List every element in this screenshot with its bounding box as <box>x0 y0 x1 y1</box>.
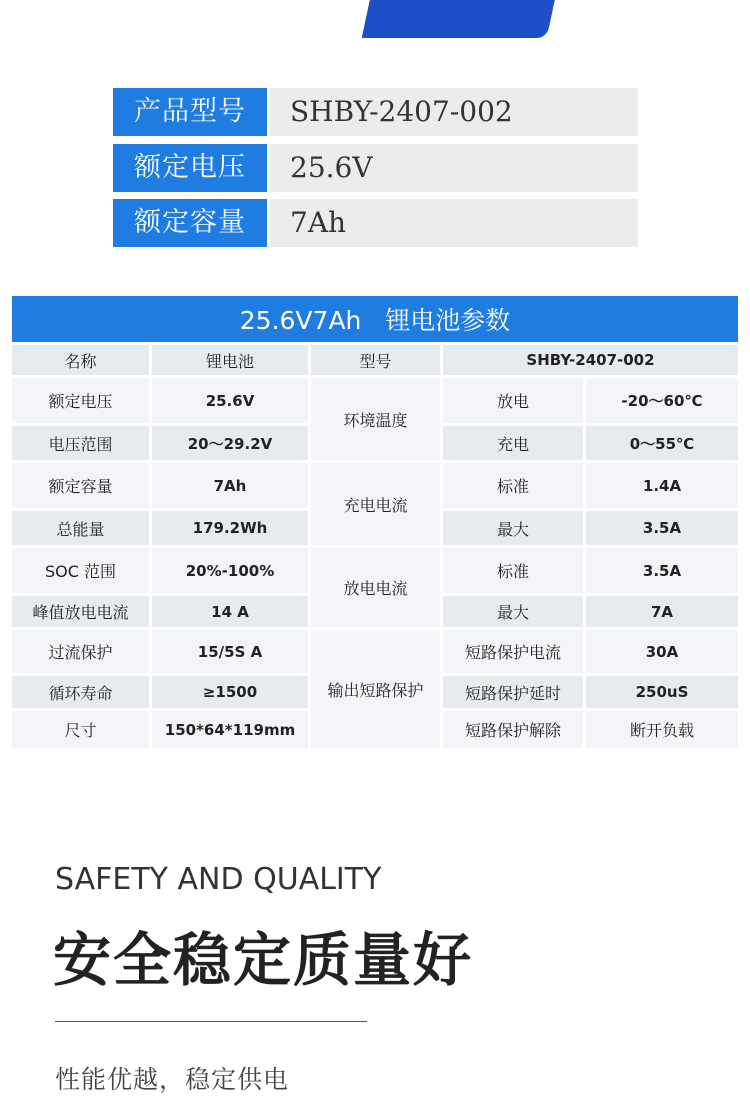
group-charge-current: 充电电流 <box>311 463 440 545</box>
row-name: 尺寸 <box>12 711 149 748</box>
parameter-table <box>12 296 738 748</box>
spec-label: 产品型号 <box>113 88 267 136</box>
spec-value: 25.6V <box>270 144 638 192</box>
row-value: ≥1500 <box>152 676 308 708</box>
spec-label: 额定容量 <box>113 199 267 247</box>
row-name: 额定容量 <box>12 463 149 508</box>
spec-value: SHBY-2407-002 <box>270 88 638 136</box>
sub-value: 30A <box>586 630 738 673</box>
sub-label: 标准 <box>443 548 583 593</box>
sub-value: -20～60℃ <box>586 378 738 423</box>
sub-value: 3.5A <box>586 511 738 545</box>
sub-label: 充电 <box>443 426 583 460</box>
decorative-blue-shape <box>362 0 564 38</box>
spec-row-capacity <box>113 199 638 247</box>
spec-row-model <box>113 88 638 136</box>
row-value: 150*64*119mm <box>152 711 308 748</box>
sub-value: 250uS <box>586 676 738 708</box>
group-env-temp: 环境温度 <box>311 378 440 460</box>
sub-value: 3.5A <box>586 548 738 593</box>
row-value: 7Ah <box>152 463 308 508</box>
sub-value: 0～55℃ <box>586 426 738 460</box>
spec-label: 额定电压 <box>113 144 267 192</box>
safety-subtitle: 性能优越，稳定供电 <box>55 1065 290 1094</box>
divider <box>55 1021 367 1022</box>
row-value: 14 A <box>152 596 308 627</box>
row-value: 25.6V <box>152 378 308 423</box>
row-value: 15/5S A <box>152 630 308 673</box>
row-name: 循环寿命 <box>12 676 149 708</box>
safety-heading-cn: 安全稳定质量好 <box>53 926 474 994</box>
header-name: 名称 <box>12 345 149 375</box>
table-title: 25.6V7Ah 锂电池参数 <box>12 296 738 342</box>
row-name: 总能量 <box>12 511 149 545</box>
safety-heading-en: SAFETY AND QUALITY <box>55 862 382 897</box>
sub-value: 7A <box>586 596 738 627</box>
group-discharge-current: 放电电流 <box>311 548 440 627</box>
row-name: 电压范围 <box>12 426 149 460</box>
row-value: 20%-100% <box>152 548 308 593</box>
spec-value: 7Ah <box>270 199 638 247</box>
sub-label: 放电 <box>443 378 583 423</box>
spec-row-voltage <box>113 144 638 192</box>
row-name: 过流保护 <box>12 630 149 673</box>
sub-label: 最大 <box>443 596 583 627</box>
row-name: 额定电压 <box>12 378 149 423</box>
sub-label: 短路保护延时 <box>443 676 583 708</box>
group-short-protect: 输出短路保护 <box>311 630 440 748</box>
sub-label: 短路保护解除 <box>443 711 583 748</box>
header-model-value: SHBY-2407-002 <box>443 345 738 375</box>
sub-label: 标准 <box>443 463 583 508</box>
sub-value: 1.4A <box>586 463 738 508</box>
header-battery: 锂电池 <box>152 345 308 375</box>
row-value: 179.2Wh <box>152 511 308 545</box>
row-name: SOC 范围 <box>12 548 149 593</box>
sub-value: 断开负载 <box>586 711 738 748</box>
row-name: 峰值放电电流 <box>12 596 149 627</box>
row-value: 20～29.2V <box>152 426 308 460</box>
sub-label: 短路保护电流 <box>443 630 583 673</box>
header-model-label: 型号 <box>311 345 440 375</box>
sub-label: 最大 <box>443 511 583 545</box>
